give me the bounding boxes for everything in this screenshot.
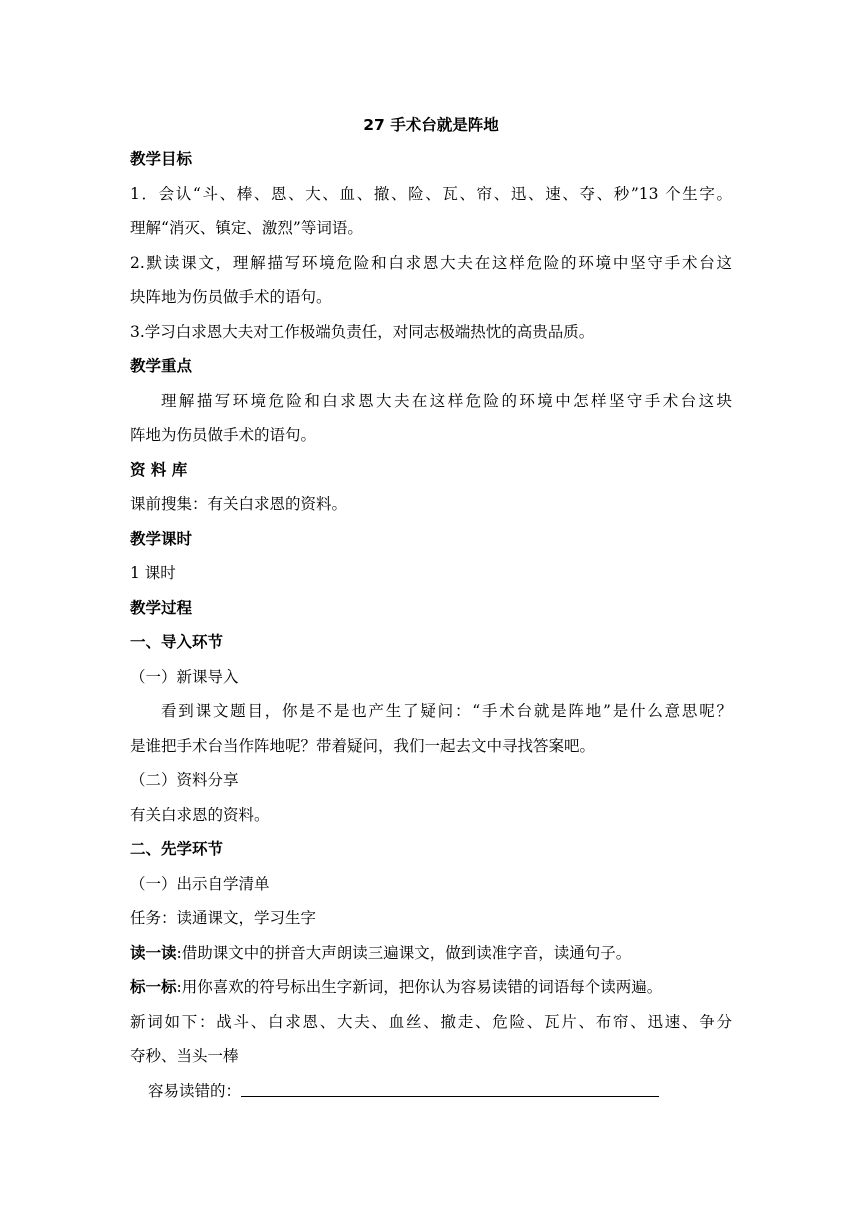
part-2-subheading-1: （一）出示自学清单	[130, 874, 270, 893]
resources-text: 课前搜集：有关白求恩的资料。	[130, 495, 348, 513]
mark-instruction	[130, 970, 732, 1005]
goal-1-line-2: 理解“消灭、镇定、激烈”等词语。	[130, 219, 363, 237]
heading-part-2: 二、先学环节	[130, 840, 224, 858]
heading-teaching-hours: 教学课时	[130, 529, 193, 548]
task-text: 任务：读通课文，学习生字	[130, 909, 317, 927]
mark-label: 标一标	[130, 978, 177, 996]
goal-2-line-1: 2.默读课文，理解描写环境危险和白求恩大夫在这样危险的环境中坚守手术台这	[130, 253, 732, 272]
keypoint-line-2: 阵地为伤员做手术的语句。	[130, 426, 317, 444]
keypoint-line-1: 理解描写环境危险和白求恩大夫在这样危险的环境中怎样坚守手术台这块	[161, 391, 732, 410]
goal-3: 3.学习白求恩大夫对工作极端负责任，对同志极端热忱的高贵品质。	[130, 322, 595, 341]
part-1-subheading-1: （一）新课导入	[130, 667, 239, 686]
mark-text: :用你喜欢的符号标出生字新词，把你认为容易读错的词语每个读两遍。	[176, 978, 663, 996]
answer-blank-line[interactable]	[241, 1074, 659, 1097]
part-1-subheading-2: （二）资料分享	[130, 771, 239, 789]
page-title: 27 手术台就是阵地	[363, 116, 499, 134]
goal-1-line-1: 1．会认“斗、棒、恩、大、血、撤、险、瓦、帘、迅、速、夺、秒”13 个生字。	[130, 184, 732, 203]
new-words-line-2: 夺秒、当头一棒	[130, 1047, 239, 1065]
goal-2-line-2: 块阵地为伤员做手术的语句。	[130, 288, 332, 306]
read-label: 读一读	[130, 943, 177, 962]
heading-teaching-keypoints: 教学重点	[130, 357, 193, 375]
heading-teaching-process: 教学过程	[130, 598, 193, 617]
misread-label: 容易读错的：	[148, 1081, 242, 1100]
part-1-subheading-2-text: 有关白求恩的资料。	[130, 805, 270, 824]
hours-text: 1 课时	[130, 564, 176, 582]
heading-resources: 资 料 库	[130, 460, 188, 479]
misread-words-row	[130, 1074, 732, 1109]
read-instruction	[130, 936, 732, 971]
document-body	[130, 108, 732, 1108]
part-1-paragraph-line-1: 看到课文题目，你是不是也产生了疑问：“手术台就是阵地”是什么意思呢？	[161, 702, 732, 720]
heading-part-1: 一、导入环节	[130, 633, 224, 651]
read-text: :借助课文中的拼音大声朗读三遍课文，做到读准字音，读通句子。	[176, 943, 632, 962]
new-words-line-1: 新词如下：战斗、白求恩、大夫、血丝、撤走、危险、瓦片、布帘、迅速、争分	[130, 1012, 732, 1031]
heading-teaching-goals: 教学目标	[130, 150, 193, 168]
part-1-paragraph-line-2: 是谁把手术台当作阵地呢？带着疑问，我们一起去文中寻找答案吧。	[130, 736, 596, 755]
